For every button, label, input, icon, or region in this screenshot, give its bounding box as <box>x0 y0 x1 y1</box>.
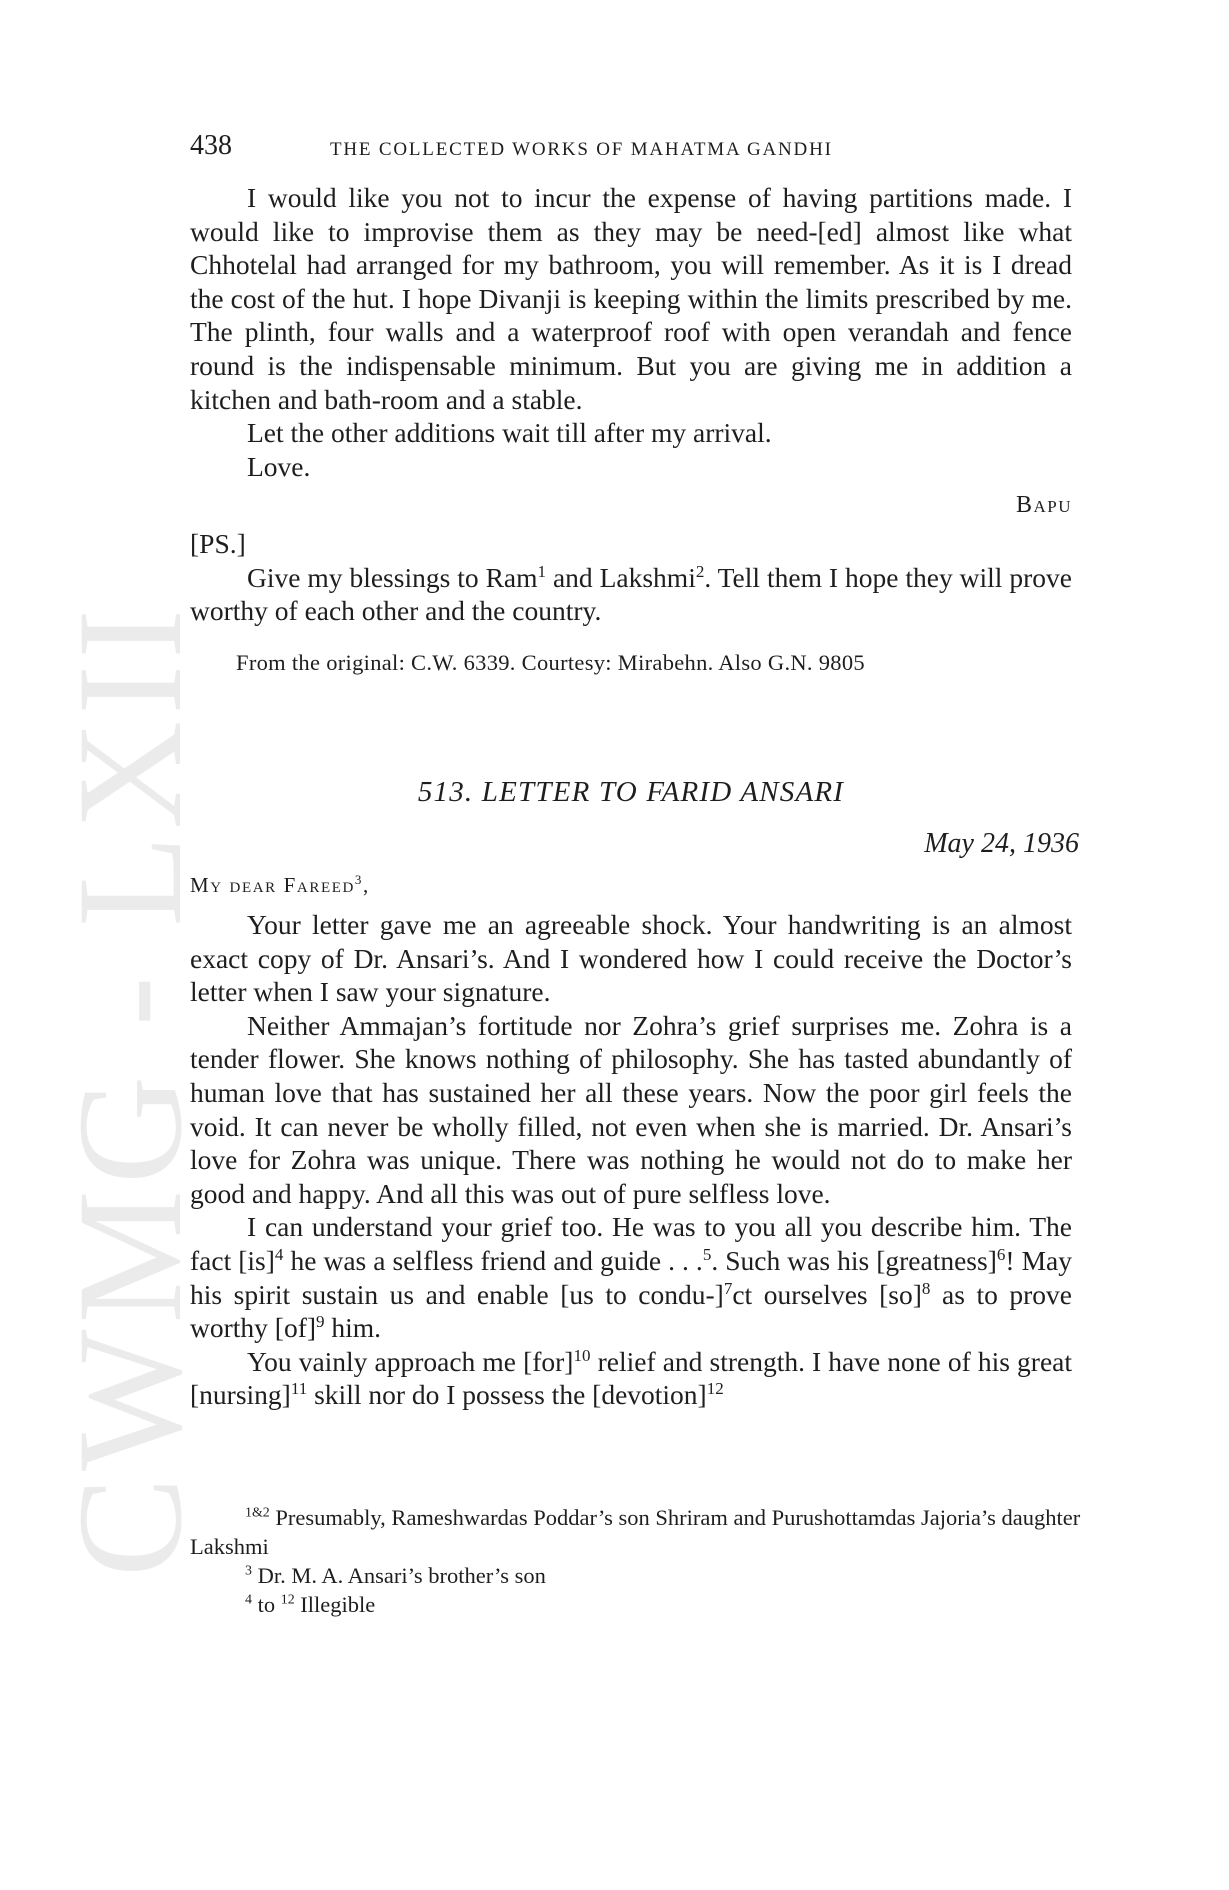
paragraph: I can understand your grief too. He was to you all you describe him. The fact [is]$^4$ he was a selfless friend and guide . . .$^5$. Such was his [greatness]$^6$! May his spirit sustain us and enable [us to condu-]$^7$ct ourselves [so]$^8$ as to prove worthy [of]$^9$ him. <box>190 1211 1072 1344</box>
postscript: Give my blessings to Ram$^1$ and Lakshmi$^2$. Tell them I hope they will prove worthy of each other and the country. <box>190 561 1072 627</box>
watermark: CWMG - LXII <box>47 602 213 1578</box>
footnote-ref: 10 <box>573 1345 591 1365</box>
signature: Bapu <box>1015 492 1072 519</box>
footnote: $^4$ to $^{12}$ Illegible <box>245 1592 376 1617</box>
footnote-ref: 5 <box>702 1244 712 1264</box>
footnote: $^{1\&2}$ Presumably, Rameshwardas Poddar’s son Shriram and Purushottamdas Jajoria’s daughter Lakshmi <box>190 1505 1081 1559</box>
paragraph: Let the other additions wait till after my arrival. <box>247 417 772 449</box>
footnote: $^3$ Dr. M. A. Ansari’s brother’s son <box>245 1563 546 1588</box>
paragraph: Your letter gave me an agreeable shock. Your handwriting is an almost exact copy of Dr. Ansari’s. And I wondered how I could receive the Doctor’s letter when I saw your signature. <box>190 909 1072 1008</box>
footnote-ref: 9 <box>316 1311 325 1331</box>
paragraph: Neither Ammajan’s fortitude nor Zohra’s grief surprises me. Zohra is a tender flower. She knows nothing of philosophy. She has tasted abundantly of human love that has sustained her all these years. Now the poor girl feels the void. It can never be wholly filled, not even when she is married. Dr. Ansari’s love for Zohra was unique. There was nothing he would not do to make her good and happy. And all this was out of pure selfless love. <box>190 1009 1072 1209</box>
letter-heading: 513. LETTER TO FARID ANSARI <box>417 776 845 808</box>
footnote-ref: 7 <box>723 1278 733 1298</box>
footnote-ref: 2 <box>695 561 705 581</box>
closing: Love. <box>247 450 311 482</box>
footnotes <box>190 1503 1082 1619</box>
letter-date: May 24, 1936 <box>924 828 1079 859</box>
paragraph: I would like you not to incur the expense of having partitions made. I would like to improvise them as they may be need-[ed] almost like what Chhotelal had arranged for my bathroom, you will remember. As it is I dread the cost of the hut. I hope Divanji is keeping within the limits prescribed by me. The plinth, four walls and a waterproof roof with open verandah and fence round is the indispensable minimum. But you are giving me in addition a kitchen and bath-room and a stable. <box>190 182 1072 415</box>
source-note: From the original: C.W. 6339. Courtesy: Mirabehn. Also G.N. 9805 <box>236 649 865 675</box>
page-header <box>190 130 1080 162</box>
footnote-ref: 8 <box>921 1278 931 1298</box>
ps-label: [PS.] <box>190 527 246 559</box>
salutation: My dear Fareed$^3$, <box>190 872 370 897</box>
page-number: 438 <box>190 130 232 161</box>
footnote-ref: 12 <box>706 1379 724 1399</box>
footnote-ref: 4 <box>274 1244 284 1264</box>
footnote-ref: 6 <box>996 1244 1006 1264</box>
letter-body <box>190 908 1072 1412</box>
footnote-ref: 11 <box>290 1379 308 1399</box>
footnote-ref: 1 <box>537 561 547 581</box>
previous-letter-body <box>190 181 1072 679</box>
running-title: THE COLLECTED WORKS OF MAHATMA GANDHI <box>330 139 833 160</box>
footnote-ref: 3 <box>354 872 364 887</box>
paragraph: You vainly approach me [for]$^{10}$ relief and strength. I have none of his great $[nursing]^{11}$ skill nor do I possess the [devotion]$^{12}$ <box>190 1345 1072 1411</box>
